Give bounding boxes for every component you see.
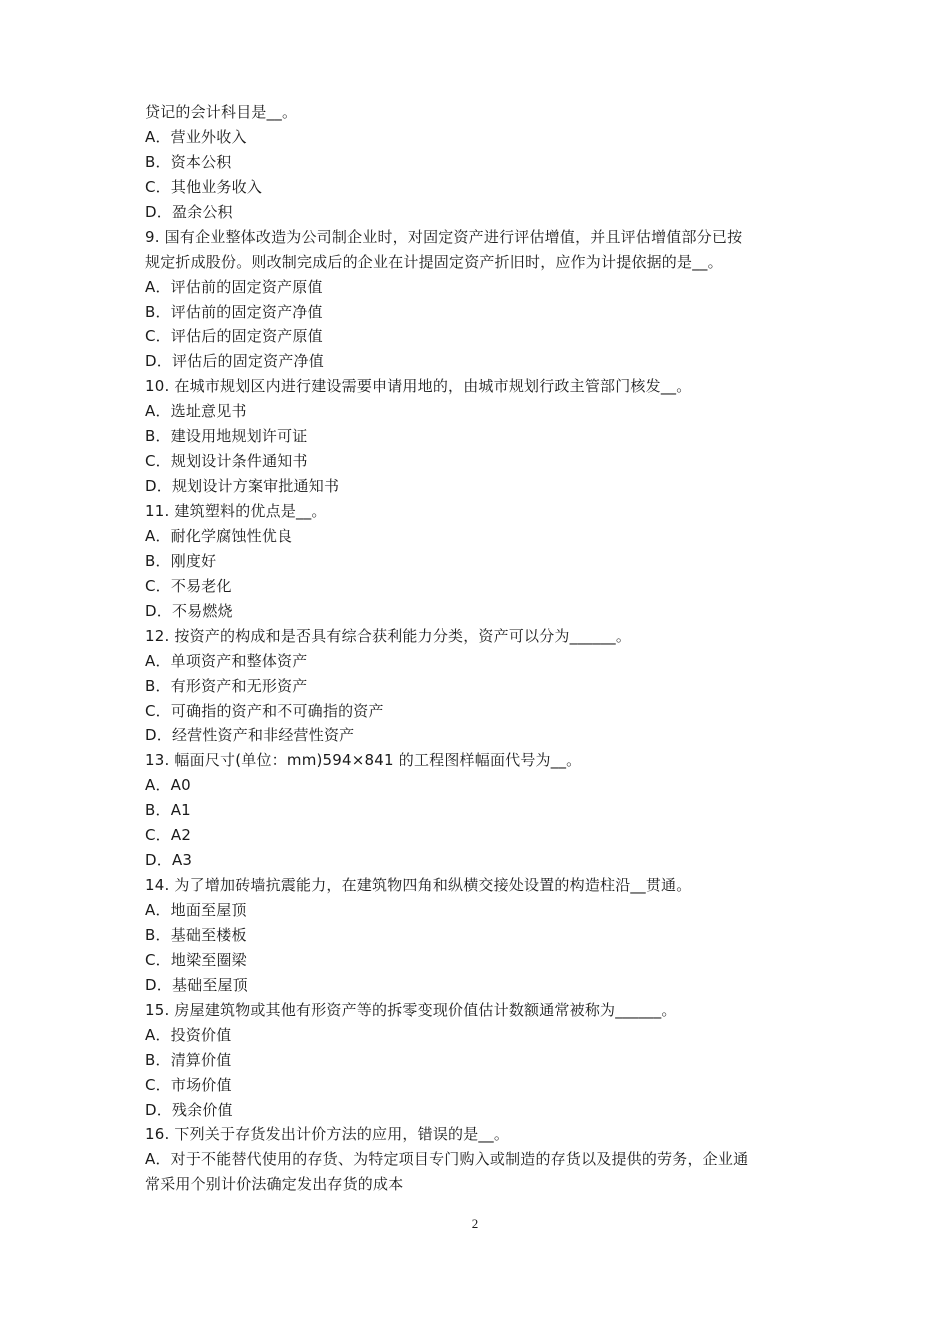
option-line: B．评估前的固定资产净值 — [145, 302, 323, 321]
option-line: D．A3 — [145, 851, 193, 870]
option-line: 常采用个别计价法确定发出存货的成本 — [145, 1175, 404, 1194]
option-line: A．地面至屋顶 — [145, 901, 247, 919]
option-line: B．A1 — [145, 801, 191, 820]
page-number: 2 — [471, 1216, 479, 1231]
option-line: A．耐化学腐蚀性优良 — [145, 526, 293, 545]
option-line: A．选址意见书 — [145, 402, 247, 421]
option-line: D．评估后的固定资产净值 — [145, 352, 324, 371]
question-line: 16. 下列关于存货发出计价方法的应用，错误的是__。 — [145, 1125, 510, 1144]
option-line: A．单项资产和整体资产 — [145, 651, 308, 670]
option-line: C．不易老化 — [145, 576, 232, 595]
question-line: 9. 国有企业整体改造为公司制企业时，对固定资产进行评估增值，并且评估增值部分已按 — [145, 227, 743, 246]
option-line: D．不易燃烧 — [145, 601, 233, 620]
option-line: B．建设用地规划许可证 — [145, 427, 308, 446]
question-line: 14. 为了增加砖墙抗震能力，在建筑物四角和纵横交接处设置的构造柱沿__贯通。 — [145, 876, 692, 895]
question-line: 12. 按资产的构成和是否具有综合获利能力分类，资产可以分为______。 — [145, 626, 632, 645]
page-content — [145, 100, 817, 1197]
option-line: C．规划设计条件通知书 — [145, 452, 308, 471]
option-line: B．有形资产和无形资产 — [145, 676, 308, 695]
option-line: B．基础至楼板 — [145, 925, 247, 944]
question-line: 规定折成股份。则改制完成后的企业在计提固定资产折旧时，应作为计提依据的是__。 — [145, 252, 723, 271]
option-line: A．评估前的固定资产原值 — [145, 277, 323, 296]
question-line: 15. 房屋建筑物或其他有形资产等的拆零变现价值估计数额通常被称为______。 — [145, 1000, 677, 1019]
option-line: A．投资价值 — [145, 1025, 232, 1044]
option-line: A．营业外收入 — [145, 127, 247, 146]
option-line: D．基础至屋顶 — [145, 975, 248, 994]
option-line: C．可确指的资产和不可确指的资产 — [145, 701, 384, 720]
option-line: D．盈余公积 — [145, 202, 233, 221]
text-line: 贷记的会计科目是__。 — [145, 103, 298, 121]
option-line: C．A2 — [145, 826, 192, 845]
question-line: 11. 建筑塑料的优点是__。 — [145, 502, 327, 520]
question-line: 13. 幅面尺寸(单位：mm)594×841 的工程图样幅面代号为__。 — [145, 751, 582, 770]
option-line: C．其他业务收入 — [145, 177, 263, 196]
option-line: A．A0 — [145, 776, 191, 795]
option-line: B．清算价值 — [145, 1050, 232, 1069]
option-line: D．经营性资产和非经营性资产 — [145, 726, 355, 745]
option-line: C．评估后的固定资产原值 — [145, 327, 323, 346]
option-line: A．对于不能替代使用的存货、为特定项目专门购入或制造的存货以及提供的劳务，企业通 — [145, 1150, 749, 1169]
option-line: D．规划设计方案审批通知书 — [145, 477, 340, 496]
option-line: B．资本公积 — [145, 152, 232, 171]
option-line: B．刚度好 — [145, 551, 217, 570]
option-line: C．地梁至圈梁 — [145, 950, 247, 969]
question-line: 10. 在城市规划区内进行建设需要申请用地的，由城市规划行政主管部门核发__。 — [145, 377, 692, 396]
option-line: D．残余价值 — [145, 1100, 233, 1119]
option-line: C．市场价值 — [145, 1075, 232, 1094]
